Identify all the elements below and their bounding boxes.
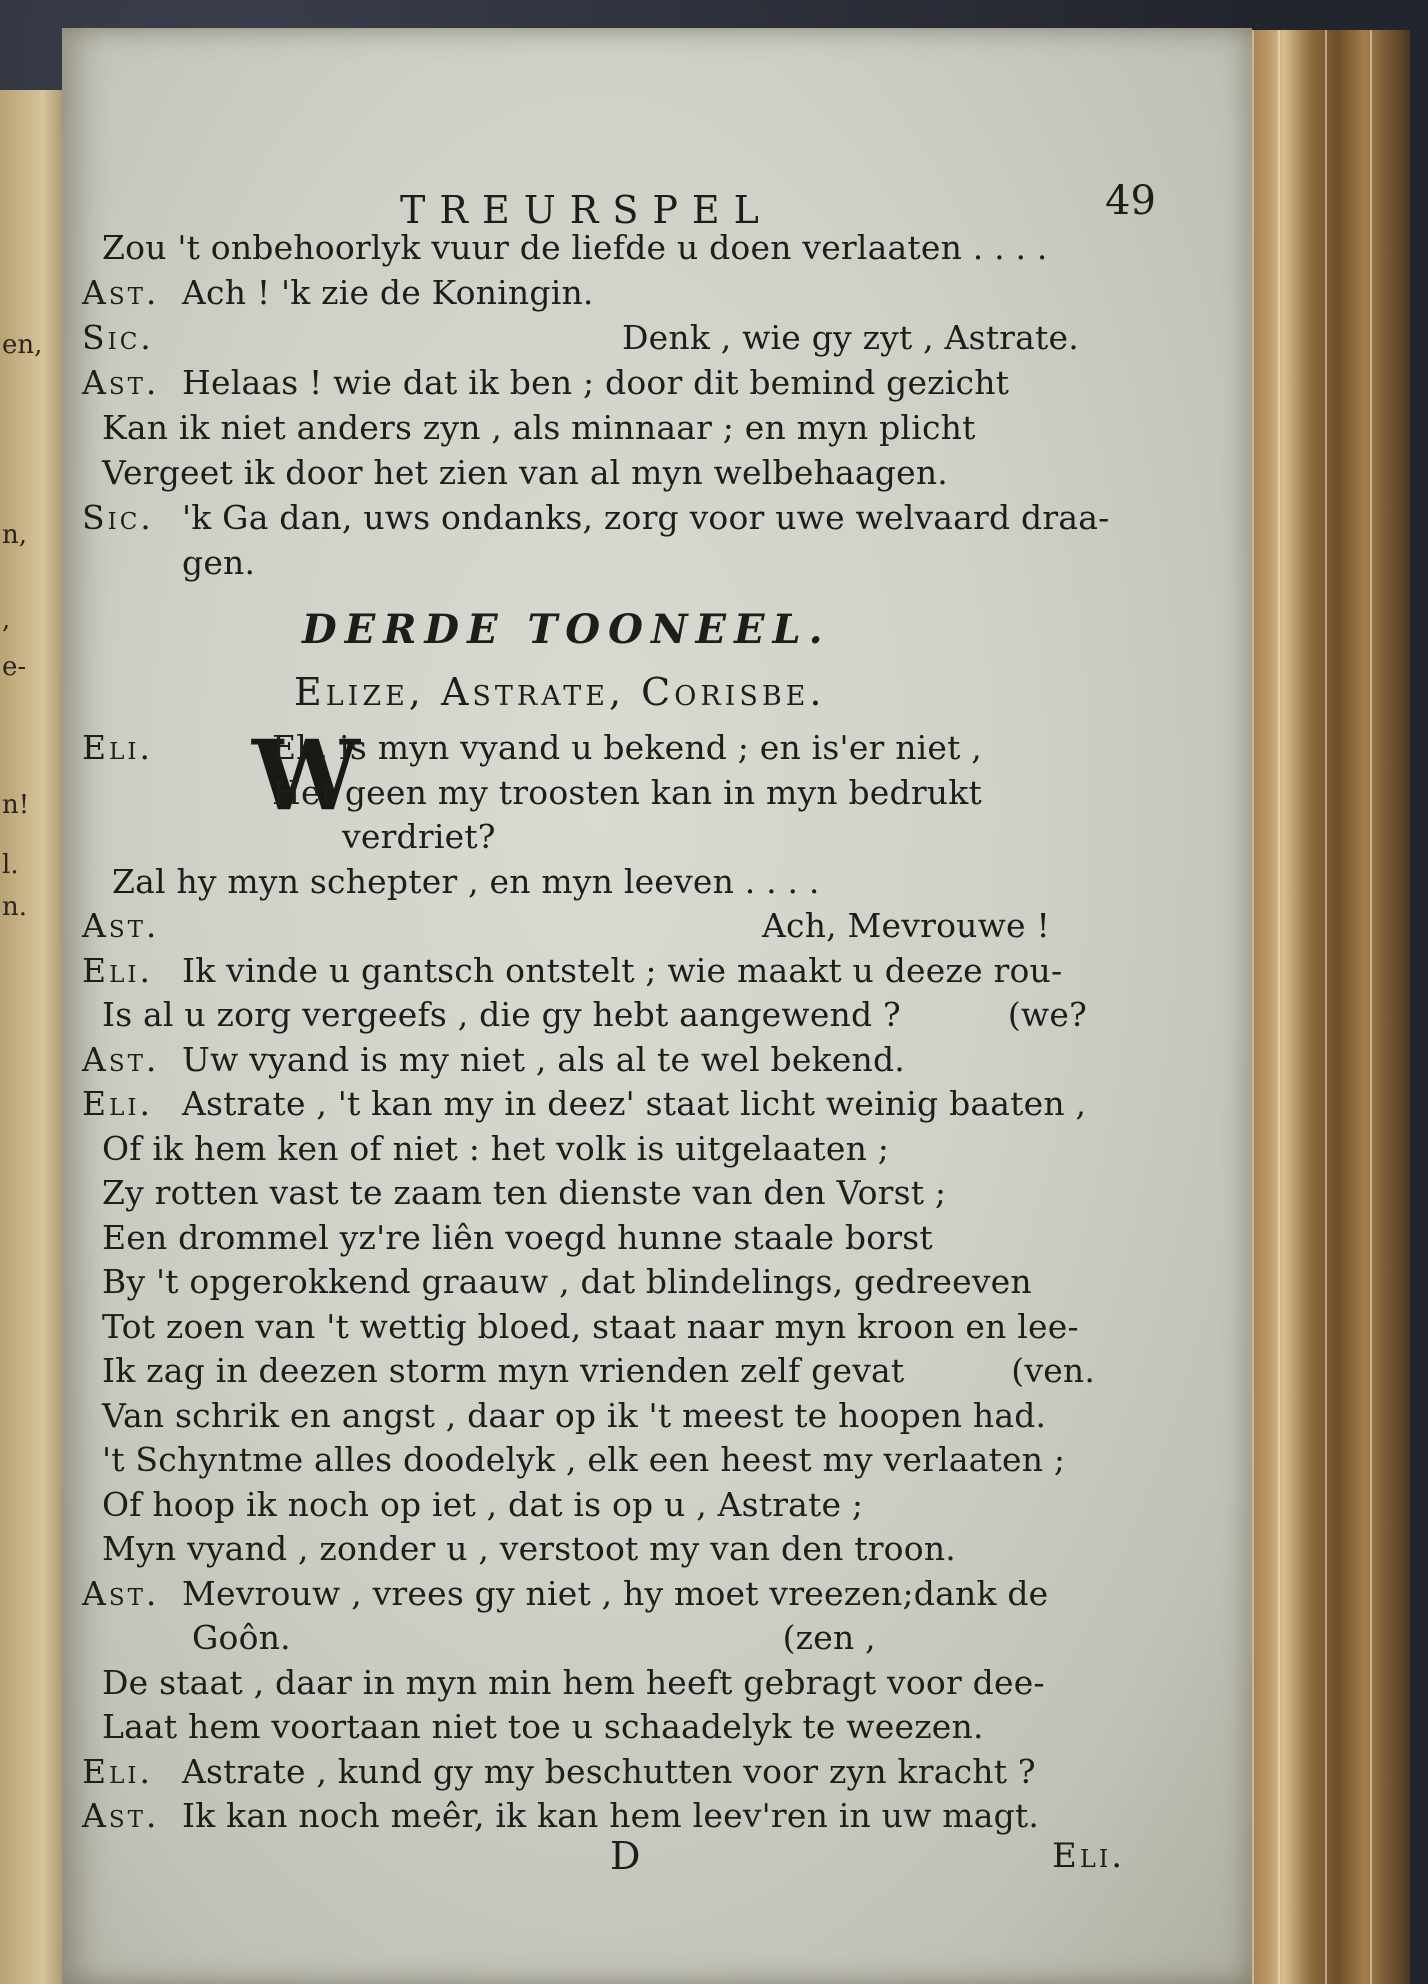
verse-text: Helaas ! wie dat ik ben ; door dit bemind gezicht (182, 363, 1010, 402)
drop-cap: W (252, 719, 360, 832)
left-page-fragment: en, (2, 330, 43, 360)
verse-text: Astrate , kund gy my beschutten voor zyn kracht ? (182, 1751, 1036, 1791)
verse-text: Laat hem voortaan niet toe u schaadelyk te weezen. (102, 1707, 984, 1746)
speaker-label: Eli. (82, 728, 153, 767)
verse-text: Mevrouw , vrees gy niet , hy moet vreezen;dank de (182, 1573, 1049, 1613)
verse-text: Kan ik niet anders zyn , als minnaar ; en myn plicht (102, 408, 976, 447)
page-number: 49 (1105, 178, 1156, 224)
verse-text: Goôn. (zen , (192, 1618, 876, 1657)
verse-text: Een drommel yz're liên voegd hunne staale borst (102, 1217, 933, 1257)
speaker-label: Ast. (82, 1573, 160, 1613)
verse-text: Ik kan noch meêr, ik kan hem leev'ren in uw magt. (182, 1796, 1040, 1835)
left-page-fragment: n! (2, 790, 30, 820)
speaker-label: Ast. (82, 1039, 160, 1079)
verse-text: Is al u zorg vergeefs , die gy hebt aangewend ? (we? (102, 995, 1087, 1034)
signature-mark: D (610, 1834, 641, 1878)
speaker-label: Eli. (82, 950, 153, 990)
verse-text: Of ik hem ken of niet : het volk is uitgelaaten ; (102, 1128, 890, 1168)
speaker-label: Ast. (82, 1796, 160, 1835)
verse-text: Myn vyand , zonder u , verstoot my van den troon. (102, 1529, 956, 1568)
verse-text: Of hoop ik noch op iet , dat is op u , Astrate ; (102, 1484, 864, 1524)
speaker-label: Sic. (82, 318, 154, 357)
left-page-fragment: , (2, 605, 11, 635)
verse-text: Zou 't onbehoorlyk vuur de liefde u doen verlaaten . . . . (102, 228, 1048, 267)
cast-list: Elize, Astrate, Corisbe. (294, 670, 826, 714)
verse-text: Ach ! 'k zie de Koningin. (182, 273, 594, 312)
left-page-fragment: n. (2, 892, 28, 922)
left-page-fragment: e- (2, 652, 27, 682)
scene-title: DERDE TOONEEL. (302, 606, 831, 653)
verse-text: Astrate , 't kan my in deez' staat licht weinig baaten , (182, 1084, 1087, 1123)
verse-text: gen. (182, 543, 256, 582)
verse-text: El , is myn vyand u bekend ; en is'er niet , (272, 728, 983, 767)
verse-text: Ik zag in deezen storm myn vrienden zelf gevat (ven. (102, 1351, 1096, 1390)
running-head: TREURSPEL (400, 188, 773, 232)
verse-text: By 't opgerokkend graauw , dat blindelings, gedreeven (102, 1262, 1032, 1301)
left-page-fragment: n, (2, 520, 28, 550)
verse-text: Tot zoen van 't wettig bloed, staat naar myn kroon en lee- (102, 1306, 1079, 1346)
verse-text: Vergeet ik door het zien van al myn welbehaagen. (102, 453, 948, 492)
speaker-label: Sic. (82, 498, 154, 537)
speaker-label: Ast. (82, 273, 160, 312)
verse-text: Zy rotten vast te zaam ten dienste van den Vorst ; (102, 1173, 947, 1212)
verse-text: Van schrik en angst , daar op ik 't meest te hoopen had. (102, 1395, 1047, 1435)
speaker-label: Eli. (82, 1751, 153, 1791)
catchword: Eli. (1052, 1836, 1126, 1876)
verse-text: Zal hy myn schepter , en myn leeven . . . . (112, 861, 820, 901)
speaker-label: Ast. (82, 906, 160, 945)
verse-text: verdriet? (342, 817, 496, 856)
verse-text: Denk , wie gy zyt , Astrate. (622, 318, 1079, 357)
speaker-label: Eli. (82, 1084, 153, 1123)
verse-text: Ach, Mevrouwe ! (762, 906, 1050, 945)
verse-text: Ik vinde u gantsch ontstelt ; wie maakt u deeze rou- (182, 950, 1063, 990)
book-page (62, 28, 1252, 1984)
verse-text: Uw vyand is my niet , als al te wel bekend. (182, 1039, 905, 1079)
verse-text: 'k Ga dan, uws ondanks, zorg voor uwe welvaard draa- (182, 498, 1110, 537)
verse-text: 't Schyntme alles doodelyk , elk een heest my verlaaten ; (102, 1440, 1066, 1479)
verse-text: De staat , daar in myn min hem heeft gebragt voor dee- (102, 1662, 1045, 1702)
book-fore-edge (1230, 30, 1410, 1984)
verse-text: Het geen my troosten kan in myn bedrukt (272, 772, 982, 812)
left-page-fragment: l. (2, 850, 19, 880)
speaker-label: Ast. (82, 363, 160, 402)
